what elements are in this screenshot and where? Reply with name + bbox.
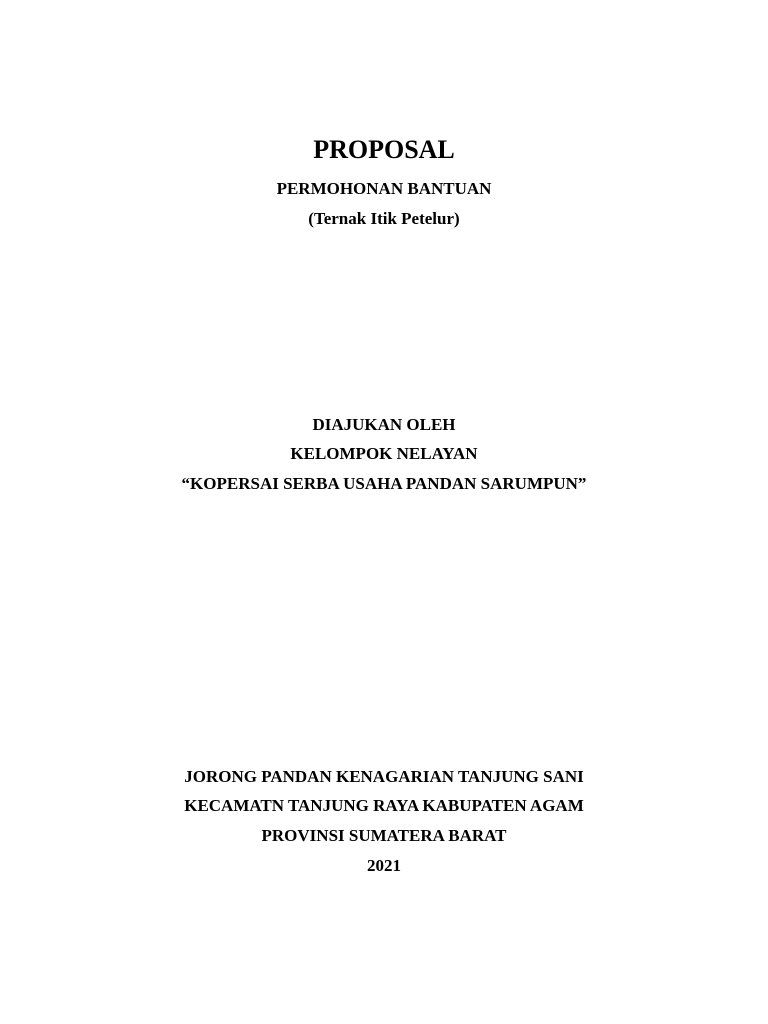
location-line-3: PROVINSI SUMATERA BARAT	[261, 826, 507, 845]
location-line-2: KECAMATN TANJUNG RAYA KABUPATEN AGAM	[184, 796, 584, 815]
document-title: PROPOSAL	[313, 135, 455, 164]
document-subtitle: PERMOHONAN BANTUAN	[276, 179, 492, 198]
submitted-by-label: DIAJUKAN OLEH	[312, 415, 456, 434]
submitted-by-organization: “KOPERSAI SERBA USAHA PANDAN SARUMPUN”	[181, 474, 587, 493]
document-subtitle-detail: (Ternak Itik Petelur)	[308, 209, 460, 228]
submitted-by-group: KELOMPOK NELAYAN	[290, 444, 478, 463]
document-year: 2021	[367, 856, 401, 875]
location-line-1: JORONG PANDAN KENAGARIAN TANJUNG SANI	[184, 767, 584, 786]
